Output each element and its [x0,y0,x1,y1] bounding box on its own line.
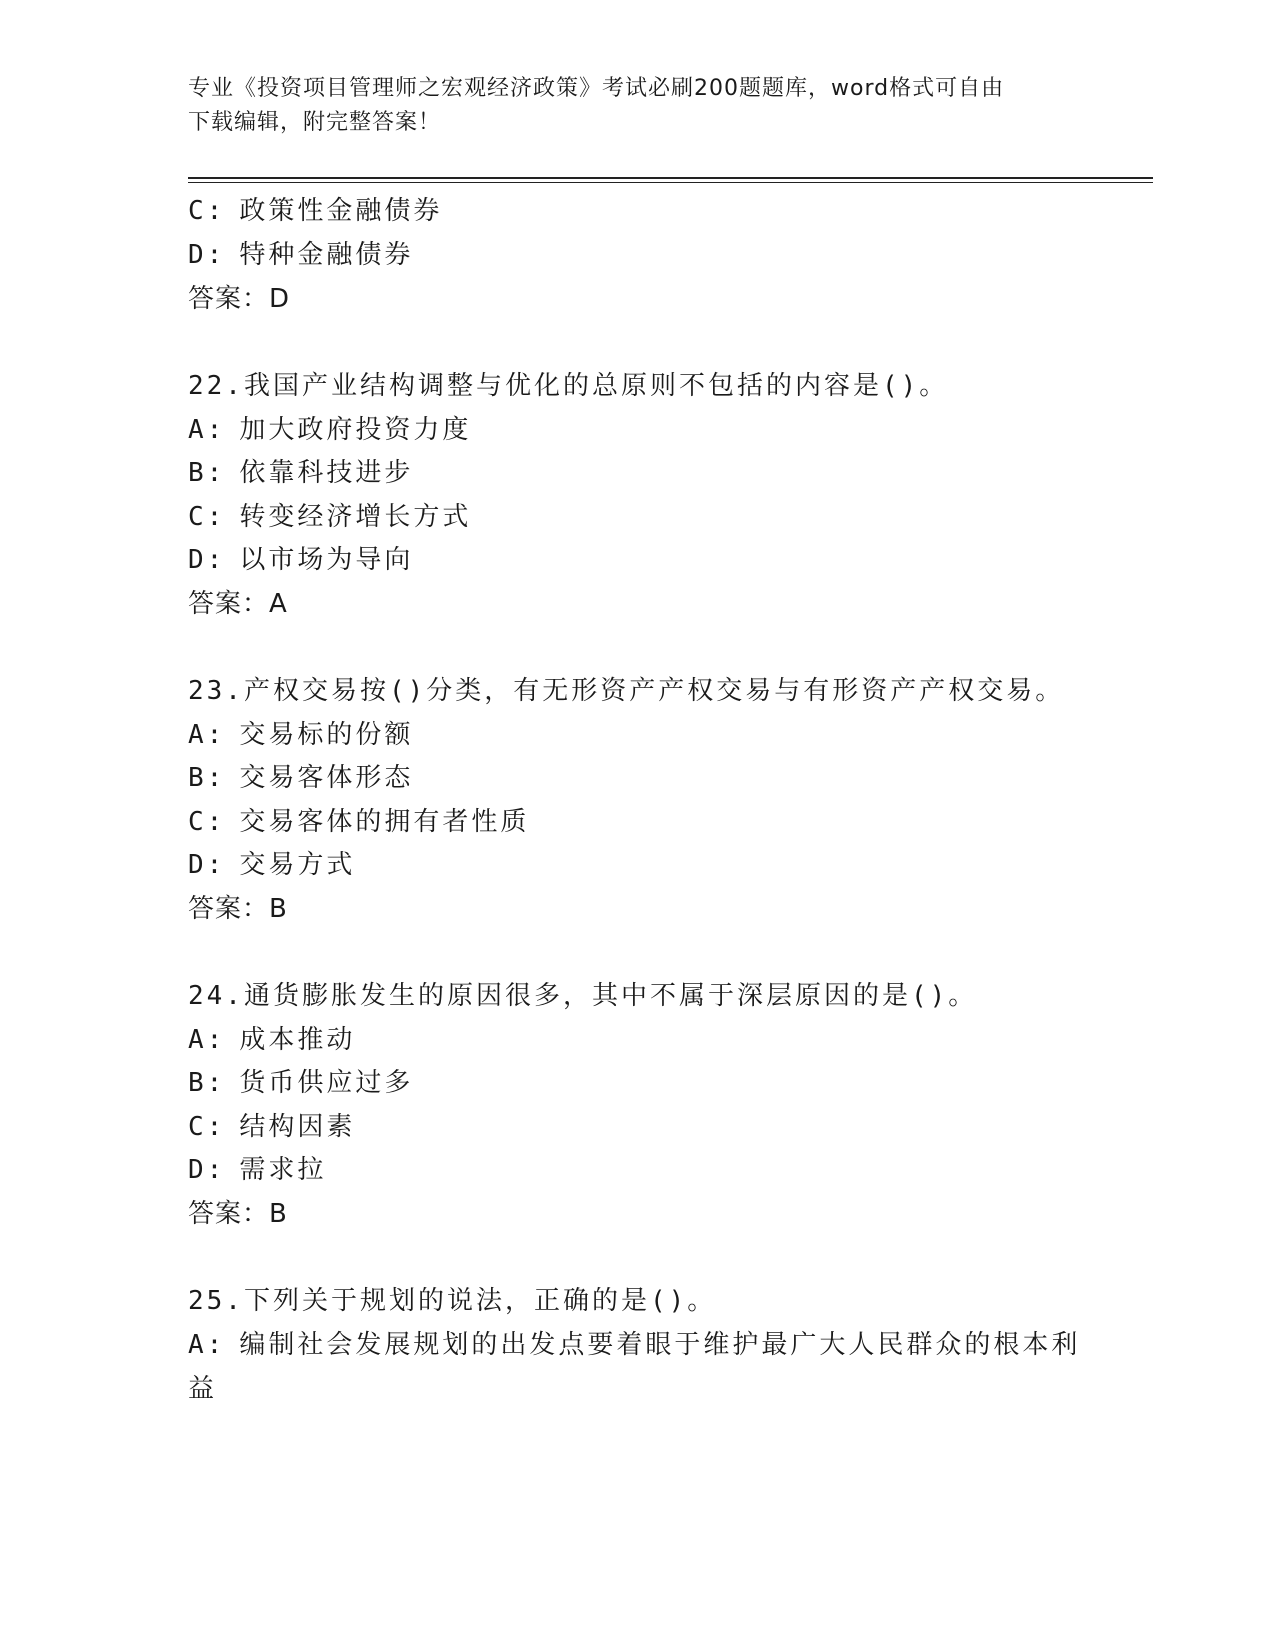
q22-option-d [188,539,413,576]
q24-stem: 24.通货膨胀发生的原因很多，其中不属于深层原因的是()。 [188,981,978,1011]
option-label: D: [188,1155,226,1185]
q24-option-b [188,1062,413,1099]
q21-answer: 答案：D [188,284,291,314]
option-label: A: [188,720,226,750]
option-text: 货币供应过多 [239,1068,414,1098]
q23-option-b [188,757,413,794]
header-divider-thin [188,182,1153,183]
option-label: B: [188,763,226,793]
option-text: 编制社会发展规划的出发点要着眼于维护最广大人民群众的根本利 [239,1330,1081,1360]
header-line-1: 专业《投资项目管理师之宏观经济政策》考试必刷200题题库，word格式可自由 [188,76,1005,101]
header-line-2: 下载编辑，附完整答案！ [188,110,442,135]
q24-option-a [188,1019,355,1056]
q25-option-a [188,1324,1080,1361]
q24-answer: 答案：B [188,1199,288,1229]
option-text: 以市场为导向 [239,545,414,575]
q25-option-a-continuation: 益 [188,1374,218,1404]
q22-stem: 22.我国产业结构调整与优化的总原则不包括的内容是()。 [188,371,949,401]
option-text: 结构因素 [239,1112,356,1142]
q22-option-a [188,409,471,446]
option-label: C: [188,196,226,226]
q24-option-c [188,1106,355,1143]
option-text: 交易方式 [239,850,356,880]
option-text: 转变经济增长方式 [239,502,472,532]
option-text: 加大政府投资力度 [239,415,472,445]
q22-option-c [188,496,471,533]
q23-answer: 答案：B [188,894,288,924]
q23-option-a [188,714,413,751]
option-text: 政策性金融债券 [239,196,443,226]
q23-option-d [188,844,355,881]
q23-stem: 23.产权交易按()分类，有无形资产产权交易与有形资产产权交易。 [188,676,1065,706]
q21-option-c [188,190,442,227]
option-label: D: [188,545,226,575]
option-label: A: [188,415,226,445]
document-header [188,72,1068,140]
q22-answer: 答案：A [188,589,288,619]
header-divider-thick [188,177,1153,179]
option-text: 交易标的份额 [239,720,414,750]
q24-option-d [188,1149,326,1186]
option-label: C: [188,1112,226,1142]
option-label: B: [188,458,226,488]
option-label: D: [188,240,226,270]
q25-stem: 25.下列关于规划的说法，正确的是()。 [188,1286,717,1316]
option-text: 依靠科技进步 [239,458,414,488]
option-label: D: [188,850,226,880]
q23-option-c [188,801,529,838]
q22-option-b [188,452,413,489]
option-label: A: [188,1330,226,1360]
q21-option-d [188,234,413,271]
option-text: 成本推动 [239,1025,356,1055]
option-label: B: [188,1068,226,1098]
option-text: 交易客体的拥有者性质 [239,807,530,837]
option-text: 需求拉 [239,1155,327,1185]
option-label: C: [188,807,226,837]
option-text: 特种金融债券 [239,240,414,270]
option-label: A: [188,1025,226,1055]
option-label: C: [188,502,226,532]
option-text: 交易客体形态 [239,763,414,793]
